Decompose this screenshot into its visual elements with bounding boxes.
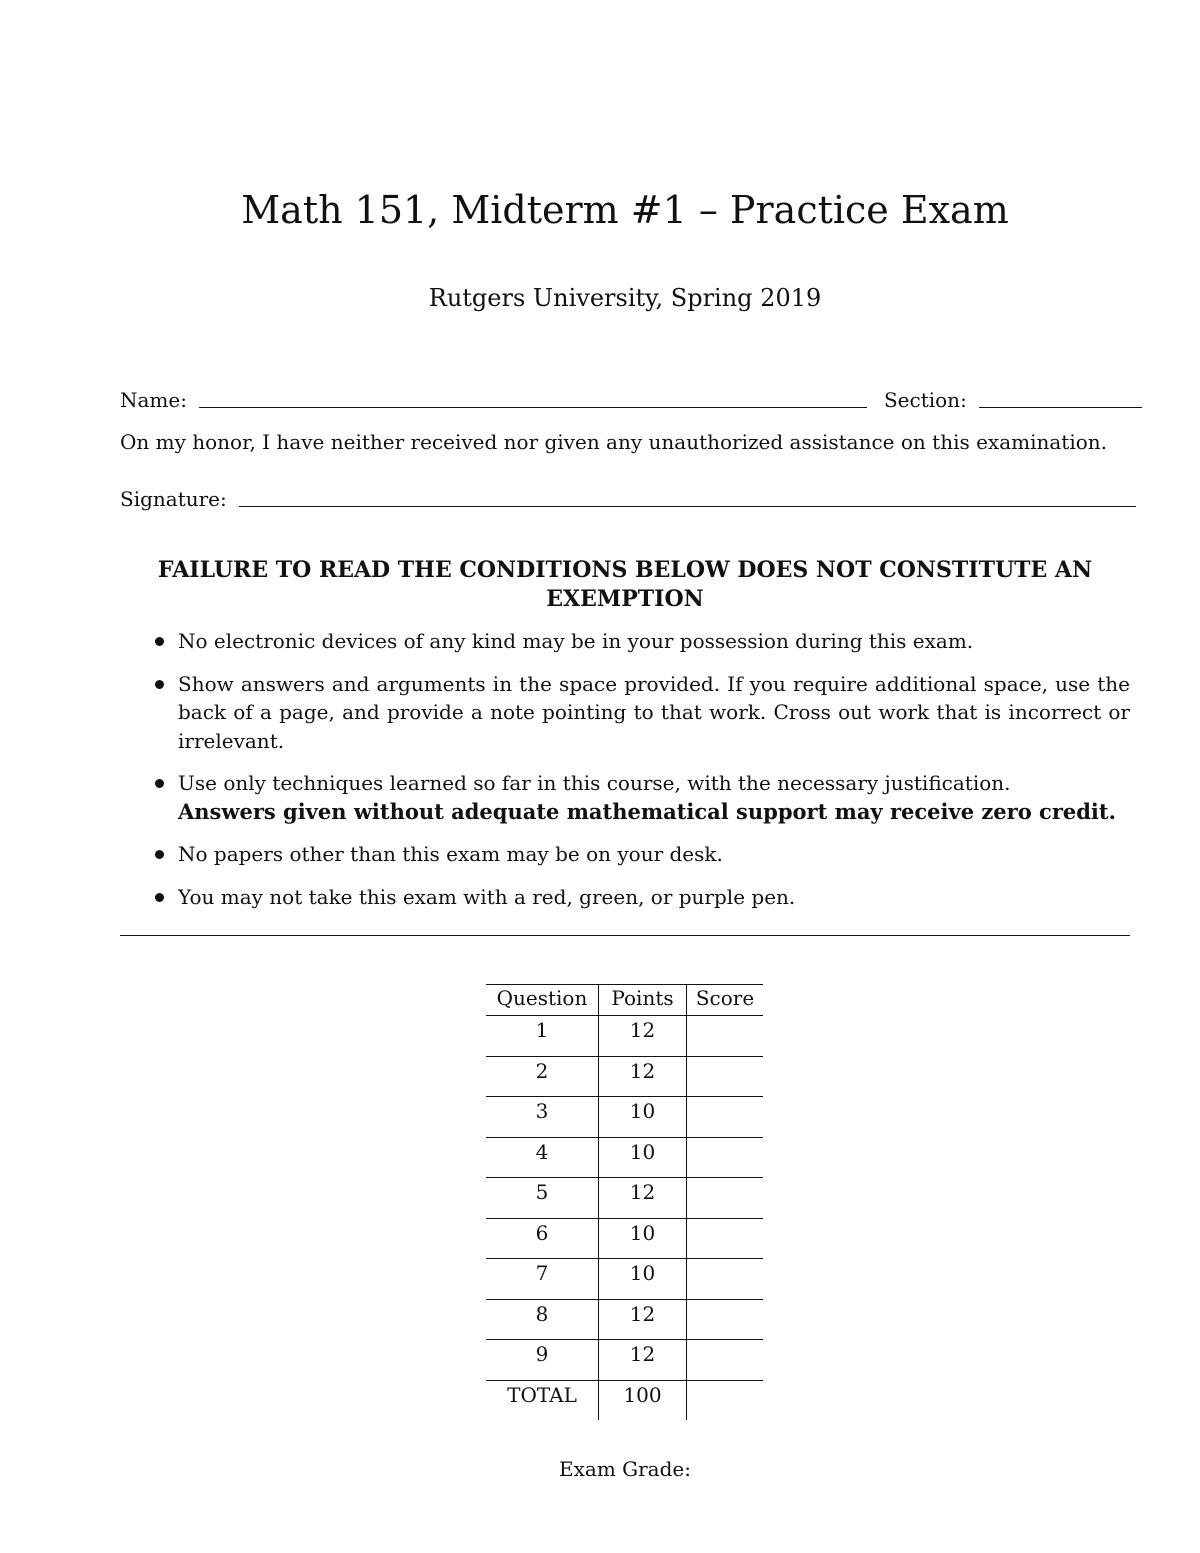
exam-title: Math 151, Midterm #1 – Practice Exam [241,188,1009,232]
bullet-icon [155,893,164,902]
points-cell: 12 [599,1178,687,1219]
table-row [486,1137,763,1178]
question-cell: 9 [486,1340,599,1381]
question-cell: 3 [486,1097,599,1138]
name-label: Name: [120,388,187,412]
score-cell[interactable] [687,1056,764,1097]
total-points: 100 [599,1380,687,1420]
signature-row [120,487,1136,511]
table-row [486,1178,763,1219]
table-row [486,1299,763,1340]
question-cell: 6 [486,1218,599,1259]
rule-item: No electronic devices of any kind may be in your possession during this exam. [155,627,1130,656]
section-label: Section: [883,388,967,412]
table-row [486,1097,763,1138]
honor-statement: On my honor, I have neither received nor given any unauthorized assistance on this examination. [120,430,1108,454]
score-table [486,984,763,1420]
exam-grade-label: Exam Grade: [559,1457,691,1481]
score-cell[interactable] [687,1178,764,1219]
score-cell[interactable] [687,1299,764,1340]
score-cell[interactable] [687,1259,764,1300]
rules-list [155,627,1130,925]
points-cell: 12 [599,1056,687,1097]
rule-item: No papers other than this exam may be on your desk. [155,840,1130,869]
points-cell: 10 [599,1137,687,1178]
score-cell[interactable] [687,1218,764,1259]
warning-heading: FAILURE TO READ THE CONDITIONS BELOW DOES NOT CONSTITUTE AN EXEMPTION [157,557,1093,612]
points-cell: 10 [599,1218,687,1259]
bullet-icon [155,637,164,646]
question-cell: 1 [486,1016,599,1057]
table-row [486,1056,763,1097]
question-cell: 7 [486,1259,599,1300]
total-row [486,1380,763,1420]
points-cell: 10 [599,1259,687,1300]
rule-emphasis: Answers given without adequate mathematical support may receive zero credit. [178,798,1116,824]
score-cell[interactable] [687,1340,764,1381]
name-section-row [120,388,1142,412]
score-cell[interactable] [687,1137,764,1178]
signature-field[interactable] [239,505,1136,507]
header-points: Points [599,985,687,1016]
question-cell: 5 [486,1178,599,1219]
exam-subtitle: Rutgers University, Spring 2019 [428,284,822,312]
total-label: TOTAL [486,1380,599,1420]
points-cell: 12 [599,1299,687,1340]
question-cell: 8 [486,1299,599,1340]
points-cell: 10 [599,1097,687,1138]
points-cell: 12 [599,1016,687,1057]
rule-item: Show answers and arguments in the space provided. If you require additional space, use the back of a page, and provide a note pointing to that work. Cross out work that is incorrect or irrelevant. [155,670,1130,756]
score-cell[interactable] [687,1016,764,1057]
bullet-icon [155,850,164,859]
table-row [486,1340,763,1381]
bullet-icon [155,680,164,689]
points-cell: 12 [599,1340,687,1381]
rule-item: You may not take this exam with a red, green, or purple pen. [155,883,1130,912]
header-question: Question [486,985,599,1016]
section-field[interactable] [979,406,1142,408]
question-cell: 2 [486,1056,599,1097]
divider [120,935,1130,936]
rule-item: Use only techniques learned so far in this course, with the necessary justification. Answers given without adequate mathematical support may receive zero credit. [155,769,1130,826]
name-field[interactable] [199,406,867,408]
table-row [486,1259,763,1300]
question-cell: 4 [486,1137,599,1178]
table-header-row [486,985,763,1016]
total-score[interactable] [687,1380,764,1420]
bullet-icon [155,779,164,788]
table-row [486,1016,763,1057]
header-score: Score [687,985,764,1016]
table-row [486,1218,763,1259]
score-cell[interactable] [687,1097,764,1138]
signature-label: Signature: [120,487,227,511]
